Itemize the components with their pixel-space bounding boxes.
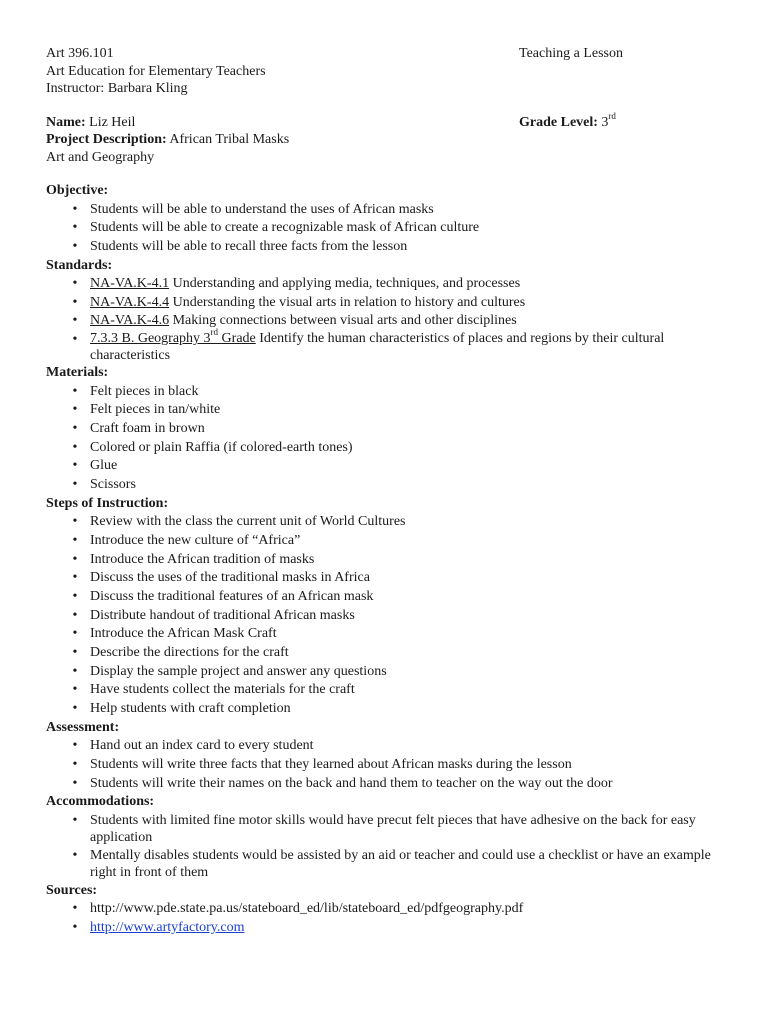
subject-line: Art and Geography xyxy=(46,149,155,165)
grade-level xyxy=(519,110,616,133)
list-item: • Glue xyxy=(46,457,736,476)
steps-list xyxy=(46,513,736,719)
grade-value: 3 xyxy=(601,114,609,130)
bullet-icon: • xyxy=(72,701,78,717)
list-item: • Students will be able to understand the uses of African masks xyxy=(46,201,736,220)
standard-code: NA-VA.K-4.1 xyxy=(90,276,170,292)
accommodations-heading: Accommodations: xyxy=(46,794,155,810)
bullet-icon: • xyxy=(72,589,78,604)
list-item: • Display the sample project and answer any questions xyxy=(46,663,736,682)
materials-list xyxy=(46,383,736,495)
project-value: African Tribal Masks xyxy=(169,132,290,147)
accommodations-list xyxy=(46,812,736,882)
bullet-icon: • xyxy=(72,421,78,436)
bullet-icon: • xyxy=(72,514,78,530)
list-item: • Students will write three facts that they learned about African masks during the lesson xyxy=(46,756,736,775)
bullet-icon: • xyxy=(72,645,78,661)
bullet-icon: • xyxy=(72,901,78,917)
course-title: Art Education for Elementary Teachers xyxy=(46,63,266,79)
instructor-line: Instructor: Barbara Kling xyxy=(46,81,188,96)
list-item: • Mentally disables students would be assisted by an aid or teacher and could use a checklist or have an example right in front of them xyxy=(46,847,736,882)
project-label: Project Description: xyxy=(46,132,167,147)
list-item: • NA-VA.K-4.1 Understanding and applying media, techniques, and processes xyxy=(46,275,736,294)
list-item: • Colored or plain Raffia (if colored-earth tones) xyxy=(46,439,736,458)
objective-heading: Objective: xyxy=(46,183,109,198)
bullet-icon: • xyxy=(72,570,78,586)
list-item: • Felt pieces in black xyxy=(46,383,736,402)
bullet-icon: • xyxy=(72,738,78,754)
header-row-1 xyxy=(46,45,736,63)
grade-label: Grade Level: xyxy=(519,114,598,130)
bullet-icon: • xyxy=(72,332,78,348)
list-item: • Students with limited fine motor skills would have precut felt pieces that have adhesive on the back for easy application xyxy=(46,812,736,847)
lesson-plan-document xyxy=(46,45,736,938)
list-item: • Students will be able to create a recognizable mask of African culture xyxy=(46,219,736,238)
list-item: • Introduce the new culture of “Africa” xyxy=(46,532,736,551)
list-item: • Students will write their names on the back and hand them to teacher on the way out the door xyxy=(46,775,736,794)
grade-suffix: rd xyxy=(608,110,616,121)
bullet-icon: • xyxy=(72,238,78,254)
bullet-icon: • xyxy=(72,383,78,399)
bullet-icon: • xyxy=(72,220,78,236)
name-label: Name: xyxy=(46,114,86,130)
standard-code: NA-VA.K-4.4 xyxy=(90,294,170,310)
list-item: • Felt pieces in tan/white xyxy=(46,401,736,420)
list-item: • Discuss the traditional features of an African mask xyxy=(46,588,736,607)
list-item: • Have students collect the materials for the craft xyxy=(46,681,736,700)
bullet-icon: • xyxy=(72,458,78,474)
assignment-title: Teaching a Lesson xyxy=(519,46,623,61)
sources-heading: Sources: xyxy=(46,882,98,898)
bullet-icon: • xyxy=(72,551,78,567)
list-item: • Review with the class the current unit of World Cultures xyxy=(46,513,736,532)
bullet-icon: • xyxy=(72,294,78,310)
bullet-icon: • xyxy=(72,812,78,828)
list-item: • Craft foam in brown xyxy=(46,420,736,439)
list-item: • Introduce the African tradition of masks xyxy=(46,551,736,570)
standards-heading: Standards: xyxy=(46,257,113,273)
project-description xyxy=(46,131,736,149)
materials-heading: Materials: xyxy=(46,365,109,381)
assessment-heading: Assessment: xyxy=(46,719,120,735)
bullet-icon: • xyxy=(72,402,78,418)
bullet-icon: • xyxy=(72,847,78,863)
bullet-icon: • xyxy=(72,920,78,936)
source-url: http://www.pde.state.pa.us/stateboard_ed/lib/stateboard_ed/pdfgeography.pdf xyxy=(90,901,524,917)
bullet-icon: • xyxy=(72,775,78,791)
source-link[interactable]: http://www.artyfactory.com xyxy=(90,920,245,936)
bullet-icon: • xyxy=(72,276,78,292)
list-item: • Discuss the uses of the traditional masks in Africa xyxy=(46,569,736,588)
course-number: Art 396.101 xyxy=(46,46,114,61)
bullet-icon: • xyxy=(72,682,78,698)
standards-list xyxy=(46,275,736,364)
list-item: • NA-VA.K-4.6 Making connections between visual arts and other disciplines xyxy=(46,312,736,331)
name-value: Liz Heil xyxy=(89,114,136,130)
list-item: • Describe the directions for the craft xyxy=(46,644,736,663)
list-item: • NA-VA.K-4.4 Understanding the visual arts in relation to history and cultures xyxy=(46,294,736,313)
list-item xyxy=(46,919,736,938)
bullet-icon: • xyxy=(72,626,78,642)
bullet-icon: • xyxy=(72,757,78,772)
bullet-icon: • xyxy=(72,201,78,217)
bullet-icon: • xyxy=(72,313,78,329)
list-item: • Scissors xyxy=(46,476,736,495)
list-item: • Hand out an index card to every student xyxy=(46,737,736,756)
standard-code: 7.3.3 B. Geography 3rd Grade xyxy=(90,327,256,347)
list-item: • 7.3.3 B. Geography 3rd Grade Identify the human characteristics of places and regions by their cultural characteristics xyxy=(46,331,736,364)
list-item xyxy=(46,900,736,919)
list-item: • Help students with craft completion xyxy=(46,700,736,719)
list-item: • Distribute handout of traditional African masks xyxy=(46,607,736,626)
objective-list xyxy=(46,201,736,257)
assessment-list xyxy=(46,737,736,793)
bullet-icon: • xyxy=(72,477,78,493)
sources-list xyxy=(46,900,736,937)
name-grade-row xyxy=(46,110,736,132)
list-item: • Introduce the African Mask Craft xyxy=(46,625,736,644)
standard-code: NA-VA.K-4.6 xyxy=(90,313,170,329)
steps-heading: Steps of Instruction: xyxy=(46,495,169,511)
bullet-icon: • xyxy=(72,532,78,548)
bullet-icon: • xyxy=(72,663,78,679)
list-item: • Students will be able to recall three facts from the lesson xyxy=(46,238,736,257)
bullet-icon: • xyxy=(72,439,78,455)
bullet-icon: • xyxy=(72,607,78,623)
